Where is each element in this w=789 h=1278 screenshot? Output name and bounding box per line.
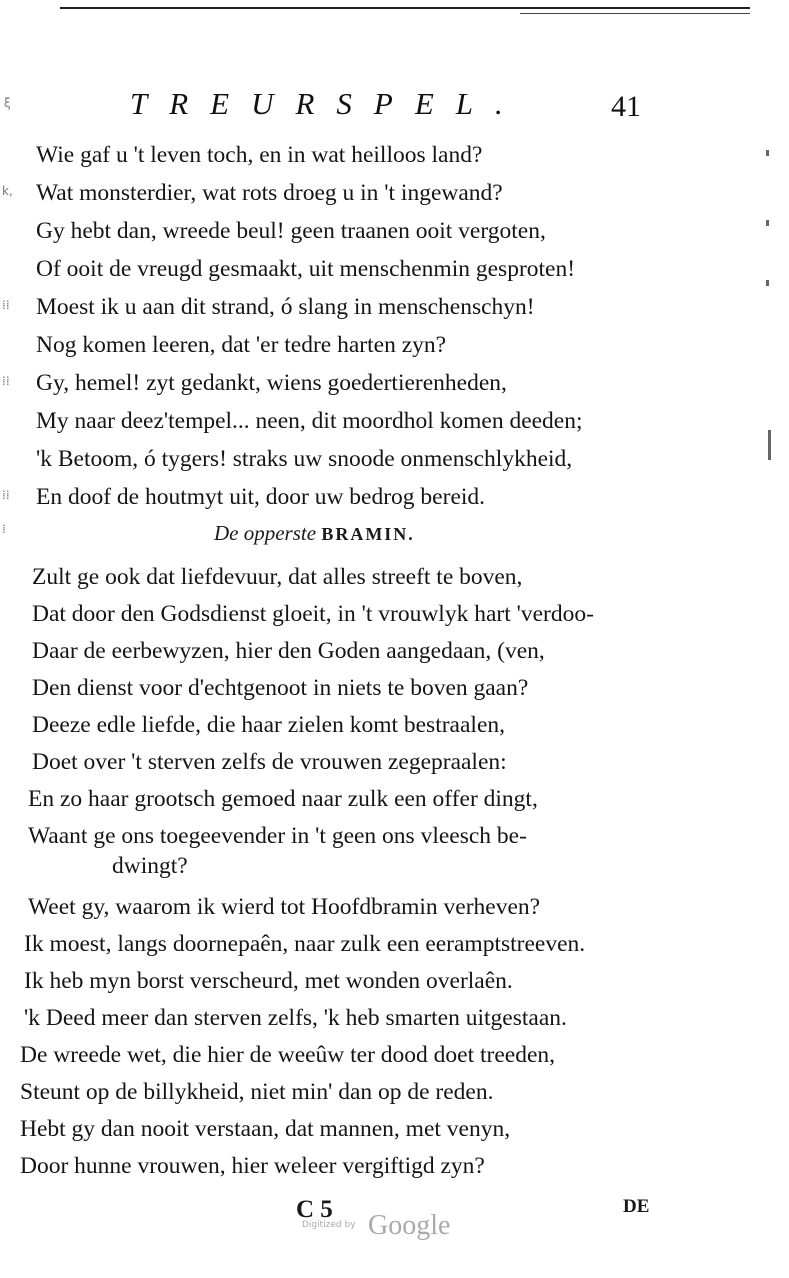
verse-line: Gy hebt dan, wreede beul! geen traanen ooit vergoten,: [36, 218, 546, 244]
verse-line: De wreede wet, die hier de weeûw ter dood doet treeden,: [20, 1042, 556, 1068]
bleed-through-mark: ⁞⁞: [2, 488, 10, 502]
verse-line: Daar de eerbewyzen, hier den Goden aangedaan, (ven,: [32, 638, 545, 664]
top-border-rule: [60, 7, 750, 9]
speck: [768, 430, 771, 460]
page-header: [0, 86, 789, 126]
running-head: TREURSPEL.: [130, 86, 525, 121]
bleed-through-mark: ⁞⁞: [2, 374, 10, 388]
verse-line: Ik moest, langs doornepaên, naar zulk een eeramptstreeven.: [24, 931, 586, 957]
bleed-through-mark: ⁞⁞: [2, 298, 10, 312]
verse-line: Ik heb myn borst verscheurd, met wonden overlaên.: [24, 968, 513, 994]
bleed-through-mark: k,: [2, 184, 13, 198]
verse-line: Wie gaf u 't leven toch, en in wat heilloos land?: [36, 142, 483, 168]
verse-line: En doof de houtmyt uit, door uw bedrog bereid.: [36, 484, 486, 510]
verse-line: Weet gy, waarom ik wierd tot Hoofdbramin verheven?: [28, 894, 541, 920]
bleed-through-mark: ⁞: [2, 522, 6, 536]
verse-line: Door hunne vrouwen, hier weleer vergiftigd zyn?: [20, 1153, 485, 1179]
verse-line: Hebt gy dan nooit verstaan, dat mannen, met venyn,: [20, 1116, 511, 1142]
speaker-name: BRAMIN.: [321, 524, 415, 544]
verse-line: Doet over 't sterven zelfs de vrouwen zegepraalen:: [32, 749, 507, 775]
speck: [766, 150, 769, 156]
digitized-watermark-text: Digitized by: [302, 1220, 356, 1230]
top-border-rule-secondary: [520, 13, 750, 14]
verse-line: Moest ik u aan dit strand, ó slang in menschenschyn!: [36, 294, 535, 320]
verse-line: En zo haar grootsch gemoed naar zulk een offer dingt,: [28, 786, 538, 812]
verse-line: Gy, hemel! zyt gedankt, wiens goedertierenheden,: [36, 370, 507, 396]
page-footer: [0, 1196, 789, 1246]
verse-line: Dat door den Godsdienst gloeit, in 't vrouwlyk hart 'verdoo-: [32, 601, 594, 627]
verse-line: Den dienst voor d'echtgenoot in niets te boven gaan?: [32, 675, 529, 701]
verse-line-continuation: dwingt?: [112, 853, 188, 879]
bleed-through-mark: ξ: [4, 96, 11, 110]
page-number: 41: [611, 90, 641, 123]
google-watermark-logo: Google: [368, 1210, 451, 1241]
verse-line: Waant ge ons toegeevender in 't geen ons vleesch be-: [28, 823, 527, 849]
margin-specks: [760, 140, 780, 640]
catchword: DE: [623, 1196, 650, 1217]
verse-line: My naar deez'tempel... neen, dit moordhol komen deeden;: [36, 408, 583, 434]
signature-mark: C 5: [296, 1196, 333, 1223]
speck: [766, 280, 769, 286]
speaker-prefix: De opperste: [214, 521, 317, 545]
verse-line: Deeze edle liefde, die haar zielen komt bestraalen,: [32, 712, 506, 738]
speck: [766, 220, 769, 226]
verse-line: 'k Deed meer dan sterven zelfs, 'k heb smarten uitgestaan.: [24, 1005, 567, 1031]
verse-line: Wat monsterdier, wat rots droeg u in 't ingewand?: [36, 180, 503, 206]
verse-line: Steunt op de billykheid, niet min' dan op de reden.: [20, 1079, 494, 1105]
verse-line: Zult ge ook dat liefdevuur, dat alles streeft te boven,: [32, 564, 523, 590]
verse-line: 'k Betoom, ó tygers! straks uw snoode onmenschlykheid,: [36, 446, 573, 472]
speaker-heading: [214, 521, 415, 546]
verse-line: Of ooit de vreugd gesmaakt, uit menschenmin gesproten!: [36, 256, 576, 282]
verse-line: Nog komen leeren, dat 'er tedre harten zyn?: [36, 332, 447, 358]
